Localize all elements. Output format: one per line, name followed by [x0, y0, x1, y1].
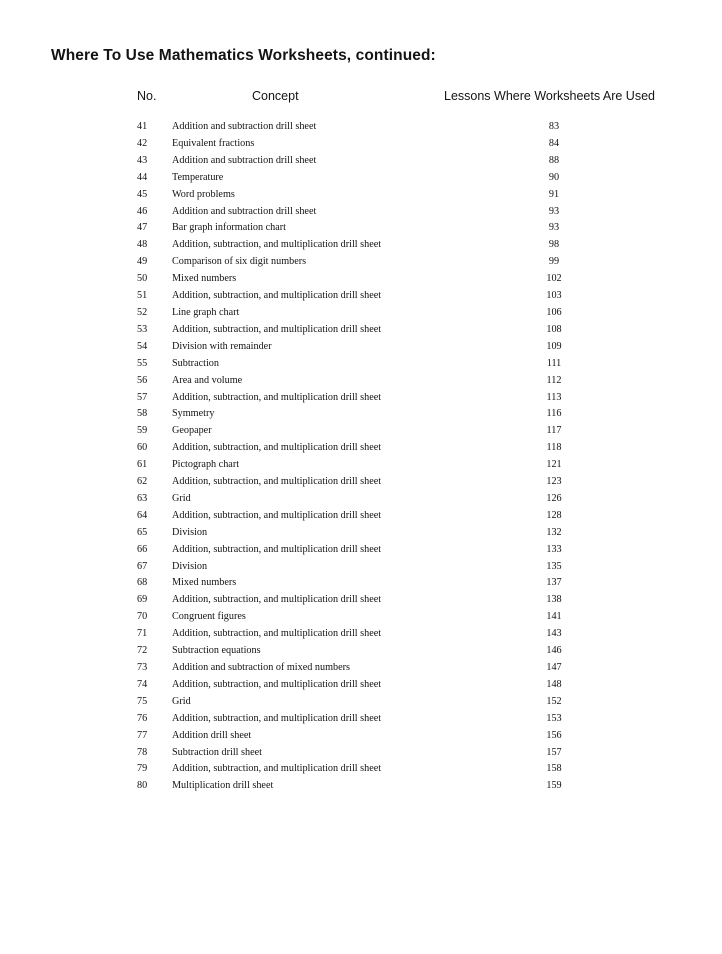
- row-number: 75: [137, 695, 148, 707]
- row-number: 57: [137, 391, 148, 403]
- row-concept: Addition, subtraction, and multiplication drill sheet: [172, 442, 382, 454]
- row-concept: Division with remainder: [172, 340, 272, 352]
- row-lesson: 102: [546, 273, 562, 285]
- row-concept: Mixed numbers: [172, 577, 237, 589]
- column-header-no: No.: [137, 89, 157, 103]
- row-number: 71: [137, 628, 148, 640]
- row-number: 68: [137, 577, 148, 589]
- table-row: [0, 694, 722, 711]
- row-number: 77: [137, 729, 148, 741]
- row-concept: Division: [172, 526, 208, 538]
- row-number: 67: [137, 560, 148, 572]
- row-concept: Addition drill sheet: [172, 729, 252, 741]
- table-row: [0, 643, 722, 660]
- row-number: 48: [137, 239, 148, 251]
- row-number: 58: [137, 408, 148, 420]
- table-row: [0, 271, 722, 288]
- row-concept: Line graph chart: [172, 306, 240, 318]
- row-concept: Addition and subtraction drill sheet: [172, 121, 317, 132]
- row-concept: Addition, subtraction, and multiplication drill sheet: [172, 543, 382, 555]
- row-concept: Addition, subtraction, and multiplication drill sheet: [172, 290, 382, 302]
- table-row: [0, 575, 722, 592]
- table-row: [0, 220, 722, 237]
- table-row: [0, 474, 722, 491]
- table-row: [0, 322, 722, 339]
- row-lesson: 152: [546, 695, 562, 707]
- row-lesson: 156: [546, 729, 562, 741]
- row-concept: Word problems: [172, 188, 235, 200]
- row-concept: Grid: [172, 492, 191, 504]
- table-row: [0, 542, 722, 559]
- row-number: 55: [137, 357, 148, 369]
- table-row: [0, 423, 722, 440]
- row-lesson: 123: [546, 476, 562, 488]
- table-row: [0, 508, 722, 525]
- row-concept: Addition and subtraction drill sheet: [172, 154, 317, 166]
- row-lesson: 116: [546, 408, 562, 420]
- table-row: [0, 305, 722, 322]
- row-lesson: 108: [546, 323, 562, 335]
- table-row: [0, 660, 722, 677]
- row-number: 44: [137, 171, 148, 183]
- table-row: [0, 373, 722, 390]
- row-lesson: 112: [546, 374, 562, 386]
- row-number: 65: [137, 526, 148, 538]
- row-number: 64: [137, 509, 148, 521]
- row-number: 76: [137, 712, 148, 724]
- row-lesson: 157: [546, 746, 562, 758]
- table-row: [0, 626, 722, 643]
- row-number: 79: [137, 763, 148, 775]
- row-number: 69: [137, 594, 148, 606]
- table-row: [0, 778, 722, 795]
- row-number: 78: [137, 746, 148, 758]
- row-number: 56: [137, 374, 148, 386]
- row-lesson: 118: [546, 442, 562, 454]
- row-number: 54: [137, 340, 148, 352]
- table-row: [0, 761, 722, 778]
- row-concept: Addition and subtraction drill sheet: [172, 205, 317, 217]
- row-concept: Addition, subtraction, and multiplication drill sheet: [172, 763, 382, 775]
- row-lesson: 109: [546, 340, 562, 352]
- row-lesson: 106: [546, 306, 562, 318]
- row-number: 70: [137, 611, 148, 623]
- row-lesson: 84: [548, 137, 560, 149]
- row-lesson: 121: [546, 459, 562, 471]
- row-number: 72: [137, 645, 148, 657]
- table-row: [0, 136, 722, 153]
- table-row: [0, 119, 722, 136]
- table-row: [0, 339, 722, 356]
- table-row: [0, 204, 722, 221]
- row-number: 74: [137, 678, 148, 690]
- row-lesson: 137: [546, 577, 562, 589]
- row-number: 60: [137, 442, 148, 454]
- table-row: [0, 254, 722, 271]
- row-lesson: 141: [546, 611, 562, 623]
- row-concept: Subtraction equations: [172, 645, 261, 657]
- table-row: [0, 491, 722, 508]
- row-number: 63: [137, 492, 148, 504]
- row-number: 45: [137, 188, 148, 200]
- table-row: [0, 170, 722, 187]
- table-row: [0, 677, 722, 694]
- table-row: [0, 187, 722, 204]
- row-concept: Bar graph information chart: [172, 222, 287, 234]
- row-number: 41: [137, 121, 148, 132]
- row-concept: Addition and subtraction of mixed numbers: [172, 662, 350, 673]
- row-lesson: 88: [548, 154, 560, 166]
- row-lesson: 153: [546, 712, 562, 724]
- row-concept: Division: [172, 560, 208, 572]
- row-lesson: 148: [546, 678, 562, 690]
- row-concept: Temperature: [172, 171, 224, 183]
- row-concept: Addition, subtraction, and multiplication drill sheet: [172, 391, 382, 403]
- column-header-concept: Concept: [252, 89, 299, 103]
- row-number: 53: [137, 323, 148, 335]
- row-lesson: 143: [546, 628, 562, 640]
- table-row: [0, 390, 722, 407]
- row-lesson: 103: [546, 290, 562, 302]
- row-lesson: 146: [546, 645, 562, 657]
- row-lesson: 159: [546, 780, 562, 792]
- table-row: [0, 288, 722, 305]
- row-concept: Area and volume: [172, 374, 243, 386]
- row-concept: Addition, subtraction, and multiplication drill sheet: [172, 628, 382, 640]
- row-number: 52: [137, 306, 148, 318]
- row-lesson: 93: [548, 222, 560, 234]
- row-concept: Grid: [172, 695, 191, 707]
- table-row: [0, 728, 722, 745]
- row-lesson: 98: [548, 239, 560, 251]
- row-lesson: 135: [546, 560, 562, 572]
- row-lesson: 147: [546, 662, 562, 673]
- row-number: 62: [137, 476, 148, 488]
- table-row: [0, 356, 722, 373]
- table-row: [0, 559, 722, 576]
- row-concept: Addition, subtraction, and multiplication drill sheet: [172, 239, 382, 251]
- row-lesson: 91: [548, 188, 560, 200]
- row-concept: Addition, subtraction, and multiplication drill sheet: [172, 594, 382, 606]
- row-concept: Mixed numbers: [172, 273, 237, 285]
- row-concept: Congruent figures: [172, 611, 246, 623]
- row-lesson: 126: [546, 492, 562, 504]
- row-number: 51: [137, 290, 148, 302]
- row-lesson: 128: [546, 509, 562, 521]
- row-concept: Multiplication drill sheet: [172, 780, 274, 792]
- page-title: Where To Use Mathematics Worksheets, continued:: [51, 47, 436, 64]
- row-concept: Geopaper: [172, 425, 212, 437]
- table-row: [0, 525, 722, 542]
- row-concept: Addition, subtraction, and multiplication drill sheet: [172, 678, 382, 690]
- row-lesson: 99: [548, 256, 560, 268]
- row-concept: Comparison of six digit numbers: [172, 256, 307, 268]
- row-concept: Symmetry: [172, 408, 215, 420]
- row-concept: Equivalent fractions: [172, 137, 255, 149]
- row-concept: Pictograph chart: [172, 459, 240, 471]
- row-concept: Addition, subtraction, and multiplication drill sheet: [172, 509, 382, 521]
- row-concept: Subtraction: [172, 357, 219, 369]
- table-row: [0, 406, 722, 423]
- table-row: [0, 457, 722, 474]
- row-lesson: 113: [546, 391, 562, 403]
- row-lesson: 90: [548, 171, 560, 183]
- row-concept: Subtraction drill sheet: [172, 746, 262, 758]
- worksheet-table: [0, 119, 722, 795]
- row-number: 42: [137, 137, 148, 149]
- row-number: 73: [137, 662, 148, 673]
- row-lesson: 117: [546, 425, 562, 437]
- table-row: [0, 153, 722, 170]
- table-row: [0, 440, 722, 457]
- row-number: 49: [137, 256, 148, 268]
- row-concept: Addition, subtraction, and multiplication drill sheet: [172, 323, 382, 335]
- row-lesson: 93: [548, 205, 560, 217]
- row-concept: Addition, subtraction, and multiplication drill sheet: [172, 712, 382, 724]
- row-number: 80: [137, 780, 148, 792]
- table-row: [0, 237, 722, 254]
- row-number: 61: [137, 459, 148, 471]
- row-lesson: 158: [546, 763, 562, 775]
- row-number: 50: [137, 273, 148, 285]
- row-number: 59: [137, 425, 148, 437]
- row-number: 46: [137, 205, 148, 217]
- row-concept: Addition, subtraction, and multiplication drill sheet: [172, 476, 382, 488]
- row-lesson: 111: [546, 357, 562, 369]
- row-lesson: 83: [548, 121, 560, 132]
- row-number: 43: [137, 154, 148, 166]
- row-number: 47: [137, 222, 148, 234]
- row-lesson: 132: [546, 526, 562, 538]
- row-number: 66: [137, 543, 148, 555]
- row-lesson: 133: [546, 543, 562, 555]
- column-header-lessons: Lessons Where Worksheets Are Used: [444, 89, 655, 103]
- table-row: [0, 592, 722, 609]
- table-row: [0, 745, 722, 762]
- row-lesson: 138: [546, 594, 562, 606]
- table-row: [0, 609, 722, 626]
- table-row: [0, 711, 722, 728]
